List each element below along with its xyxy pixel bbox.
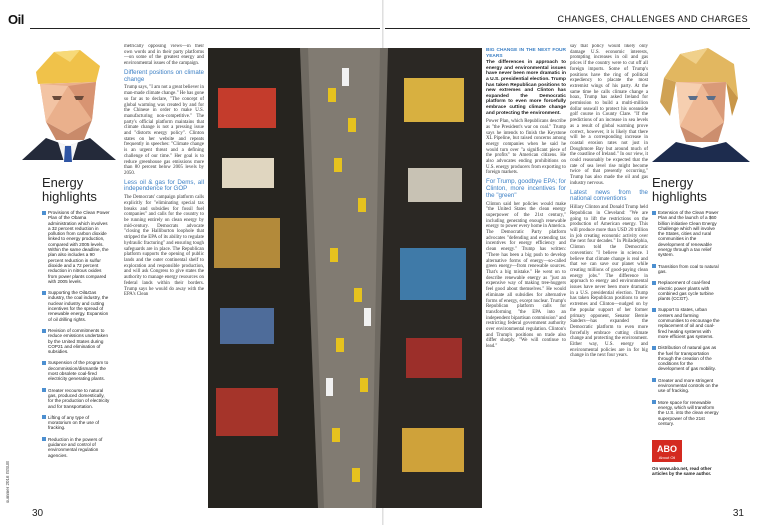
bullet-icon [652, 211, 656, 215]
article-paragraph: Power Plan, which Republicans describe as "the President's war on coal." Trump says he intends to finish the Keystone XL Pipeline, but raised concerns among energy companies when he said he would turn over "a significant piece of the profits" to American citizens. He also advocates ending prohibitions on U.S. energy producers from exporting to foreign markets. [486, 119, 566, 176]
top-rule-left [30, 28, 380, 29]
bullet-icon [42, 437, 46, 441]
left-highlights-list [42, 210, 110, 464]
bullet-icon [652, 346, 656, 350]
list-item: Extension of the Clean Power Plan and the launch of a $60 billion initiative Clean Energy Challenge which will involve the States, cities and rural communities in the development of renewable energy through a tax relief system. [652, 210, 720, 258]
list-item: Reduction in the powers of guidance and control of environmental regulation agencies. [42, 437, 110, 458]
list-item: Transition from coal to natural gas. [652, 264, 720, 275]
article-paragraph: Clinton said her policies would make "the United States the clean energy superpower of the 21st century," including generating enough renewable energy to power every home in America. The Democratic Party platform advocates "defending and extending tax incentives for energy efficiency and clean energy." Trump has written: "There has been a big push to develop alternative forms of energy—so-called green energy—from renewable sources. That's a big mistake." He went on to describe renewable energy as "just an expensive way of making tree-huggers feel good about themselves." He would eliminate all subsidies for alternative forms of energy, except nuclear. Trump's Republican platform calls for transforming "the EPA into an independent bipartisan commission" and restricting federal government authority over environmental regulation. Clinton's and Trump's positions on trade also differ sharply. "We will continue to lead." [486, 201, 566, 350]
page-number-right: 31 [732, 508, 744, 519]
bullet-icon [42, 291, 46, 295]
left-highlights-title-line1: Energy [42, 175, 84, 190]
pull-quote: The differences in approach to energy and environmental issues have never been more dramatic in a U.S. presidential election. Trump has taken Republican positions to new extremes and Clinton has expanded the Democratic platform to even more forcefully embrace cutting climate change and protecting the environment. [486, 60, 566, 116]
list-item: Distribution of natural gas as the fuel for transportation through the creation of the conditions for the development of gas mobility. [652, 345, 720, 371]
abo-note: On www.abo.net, read other articles by the same author. [652, 466, 712, 477]
right-highlights-list [652, 210, 720, 432]
right-highlights-title-line1: Energy [652, 175, 694, 190]
right-highlights-title-line2: highlights [652, 189, 707, 204]
article-paragraph: Trump says, "I am not a great believer in man-made climate change." He has gone so far as to declare, "The concept of global warming was created by and for the Chinese in order to make U.S. manufacturing non-competitive." The party's official platform maintains that climate change is not a pressing issue and "distorts energy policy". Clinton states on her website and repeats frequently in speeches: "Climate change is an urgent threat and a defining challenge of our time." Her goal is to reduce greenhouse gas emissions more than 80 percent below 2005 levels by 2050. [124, 85, 204, 176]
bullet-icon [42, 415, 46, 419]
left-highlights-title-line2: highlights [42, 189, 97, 204]
section-title: CHANGES, CHALLENGES AND CHARGES [557, 14, 748, 24]
bullet-icon [652, 281, 656, 285]
article-column-3 [570, 44, 648, 510]
abo-logo-subtext: About Oil [658, 455, 676, 460]
page-number-left: 30 [32, 508, 44, 519]
clinton-portrait [646, 42, 754, 166]
bullet-icon [652, 308, 656, 312]
bullet-icon [42, 361, 46, 365]
list-item: Greater recourse to natural gas, produced domestically, for the production of electricity and for transportation. [42, 388, 110, 409]
list-item: Suspension of the program to decommission/dismantle the most obsolete coal-fired electricity generating plants. [42, 360, 110, 381]
list-item: Support to states, urban centers and farming communities to encourage the replacement of oil and coal-fired heating systems with more efficient gas systems. [652, 307, 720, 339]
bullet-icon [652, 400, 656, 404]
abo-logo [652, 440, 682, 462]
list-item: More space for renewable energy, which will transform the U.S. into the clean energy superpower of the 21st century. [652, 400, 720, 426]
article-paragraph: metrically opposing views—in their own words and in their party platforms—on some of the greatest energy and environmental issues of the campaign. [124, 44, 204, 67]
list-item: Supporting the Oil&Gas industry, the coal industry, the nuclear industry and cutting incentives for the spread of renewable energy. Expansion of oil drilling rights. [42, 290, 110, 322]
article-column-1 [124, 44, 204, 510]
right-highlights-title [652, 176, 707, 204]
article-subheading: Latest news from the national conventions [570, 188, 648, 203]
magazine-logo: Oil [8, 12, 24, 27]
issue-spine-note: summer 2016 ISSUE [5, 460, 10, 503]
times-square-photo [208, 48, 482, 508]
bullet-icon [42, 211, 46, 215]
bullet-icon [42, 388, 46, 392]
article-subheading: Less oil & gas for Dems, all independence for GOP [124, 178, 204, 193]
article-paragraph: The Democrats' campaign platform calls explicitly for "eliminating special tax breaks and subsidies for fossil fuel companies" and calls for the country to be running entirely on clean energy by mid-century. Democrats advocate "closing the Halliburton loophole that stripped the EPA of its ability to regulate hydraulic fracturing" and ensuring tough safeguards are in place. The Republican platform supports the opening of public lands and the outer continental shelf to exploration and responsible production, and will ask Congress to give states the authority to manage energy resources on federal lands within their borders. Trump says he would do away with the EPA's Clean [124, 195, 204, 298]
article-subheading: For Trump, goodbye EPA; for Clinton, more incentives for the "green" [486, 178, 566, 199]
article-column-2 [486, 48, 566, 510]
pull-quote-heading: BIG CHANGE IN THE NEXT FOUR YEARS [486, 48, 566, 59]
bullet-icon [652, 264, 656, 268]
list-item: Provisions of the Clean Power Plan of the Obama administration which involves a 32 percent reduction in pollution from carbon dioxide linked to energy production, compared with 2005 levels. Within the same deadline, the plan also includes a 90 percent reduction in sulfur dioxide and a 72 percent reduction in nitrous oxides from power plants compared with 2005 levels. [42, 210, 110, 284]
list-item: Greater and more stringent environmental controls on the use of fracking. [652, 378, 720, 394]
left-highlights-title [42, 176, 97, 204]
list-item: Lifting of any type of moratorium on the use of fracking. [42, 415, 110, 431]
abo-logo-text: ABO [657, 444, 677, 454]
bullet-icon [652, 378, 656, 382]
bullet-icon [42, 329, 46, 333]
top-rule-right [385, 28, 750, 29]
list-item: Replacement of coal-fired electric power plants with combined gas cycle turbine plants (CCGT). [652, 280, 720, 301]
article-paragraph: Hillary Clinton and Donald Trump held Republican in Cleveland: "We are going to lift the restrictions on the production of American energy. This will produce more than USD 20 trillion in job creating economic activity over the next four decades." In Philadelphia, Clinton told the Democratic convention: "I believe in science. I believe that climate change is real and that we can save our planet while creating millions of good-paying clean energy jobs." The difference in approach to energy and environmental issues have never been more dramatic in a U.S. presidential election. Trump has taken Republican positions to new extremes and Clinton—nudged on by the popular support of her former primary opponent, Senator Bernie Sanders—has expanded the Democratic platform to even more forcefully embrace cutting climate change and protecting the environment. Either way, U.S. energy and environmental policies are in for big change in the next four years. [570, 205, 648, 359]
trump-portrait [14, 42, 122, 166]
article-paragraph: say that policy would likely only damage U.S. economic interests, prompting increases in oil and gas prices if the country were to cut off all foreign imports. Some of Trump's positions have the ring of political expediency to placate the most extremist wings of his party. At the same time he calls climate change a hoax, Trump has asked Ireland for permission to build a multi-million dollar seawall to protect his oceanside golf course in County Clare. "If the predictions of an increase in sea levels as a result of global warming prove correct, however, it is likely that there will be a corresponding increase in coastal erosion rates not just in Doughmore Bay but around much of the coastline of Ireland." In our view, it could reasonably be expected that the rate of sea level rise might become twice of that presently occurring," Trump has also made the oil and gas industry nervous. [570, 44, 648, 186]
article-subheading: Different positions on climate change [124, 68, 204, 83]
list-item: Revision of commitments to reduce emissions undertaken by the United States during COP21 and elimination of subsidies. [42, 328, 110, 354]
